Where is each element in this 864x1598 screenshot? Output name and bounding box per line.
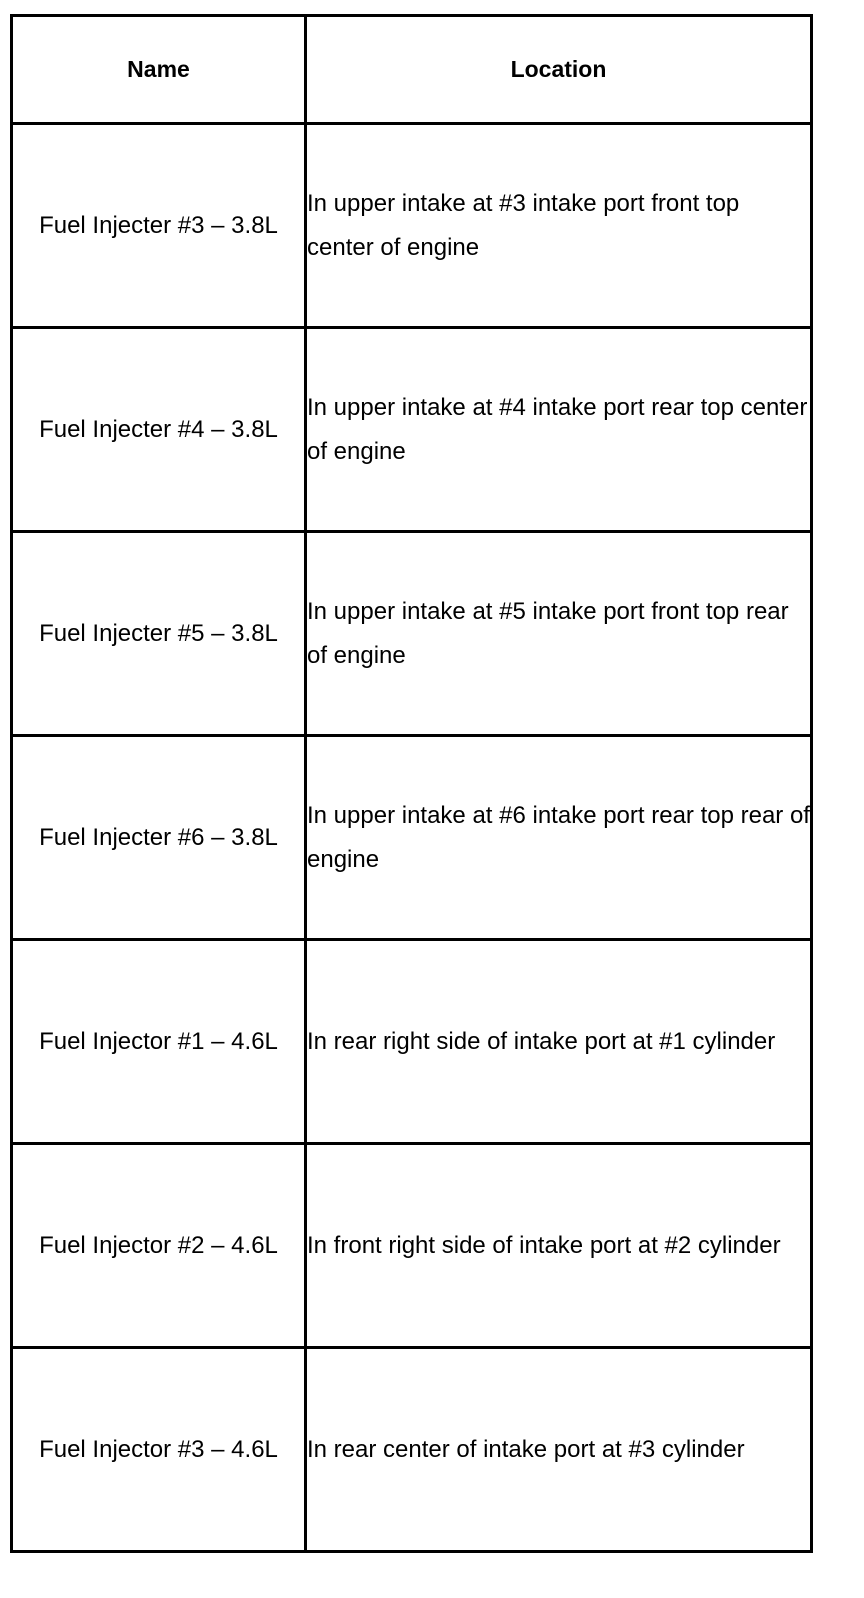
table-row [12, 1144, 812, 1348]
component-name-cell: Fuel Injecter #4 – 3.8L [12, 328, 306, 532]
component-name-cell: Fuel Injecter #5 – 3.8L [12, 532, 306, 736]
component-name-cell: Fuel Injector #3 – 4.6L [12, 1348, 306, 1552]
table-row [12, 124, 812, 328]
component-name-cell: Fuel Injecter #3 – 3.8L [12, 124, 306, 328]
table-row [12, 532, 812, 736]
column-header-name: Name [12, 16, 306, 124]
table-row [12, 940, 812, 1144]
table-row [12, 1348, 812, 1552]
component-location-cell: In rear center of intake port at #3 cylinder [306, 1348, 812, 1552]
component-location-cell: In front right side of intake port at #2 cylinder [306, 1144, 812, 1348]
component-name-cell: Fuel Injector #2 – 4.6L [12, 1144, 306, 1348]
table-row [12, 736, 812, 940]
component-location-cell: In upper intake at #4 intake port rear top center of engine [306, 328, 812, 532]
table-row [12, 328, 812, 532]
table-header-row [12, 16, 812, 124]
component-name-cell: Fuel Injector #1 – 4.6L [12, 940, 306, 1144]
component-location-cell: In upper intake at #5 intake port front top rear of engine [306, 532, 812, 736]
component-location-cell: In rear right side of intake port at #1 cylinder [306, 940, 812, 1144]
column-header-location: Location [306, 16, 812, 124]
component-location-table [10, 14, 813, 1553]
component-location-cell: In upper intake at #6 intake port rear top rear of engine [306, 736, 812, 940]
component-name-cell: Fuel Injecter #6 – 3.8L [12, 736, 306, 940]
component-location-cell: In upper intake at #3 intake port front top center of engine [306, 124, 812, 328]
